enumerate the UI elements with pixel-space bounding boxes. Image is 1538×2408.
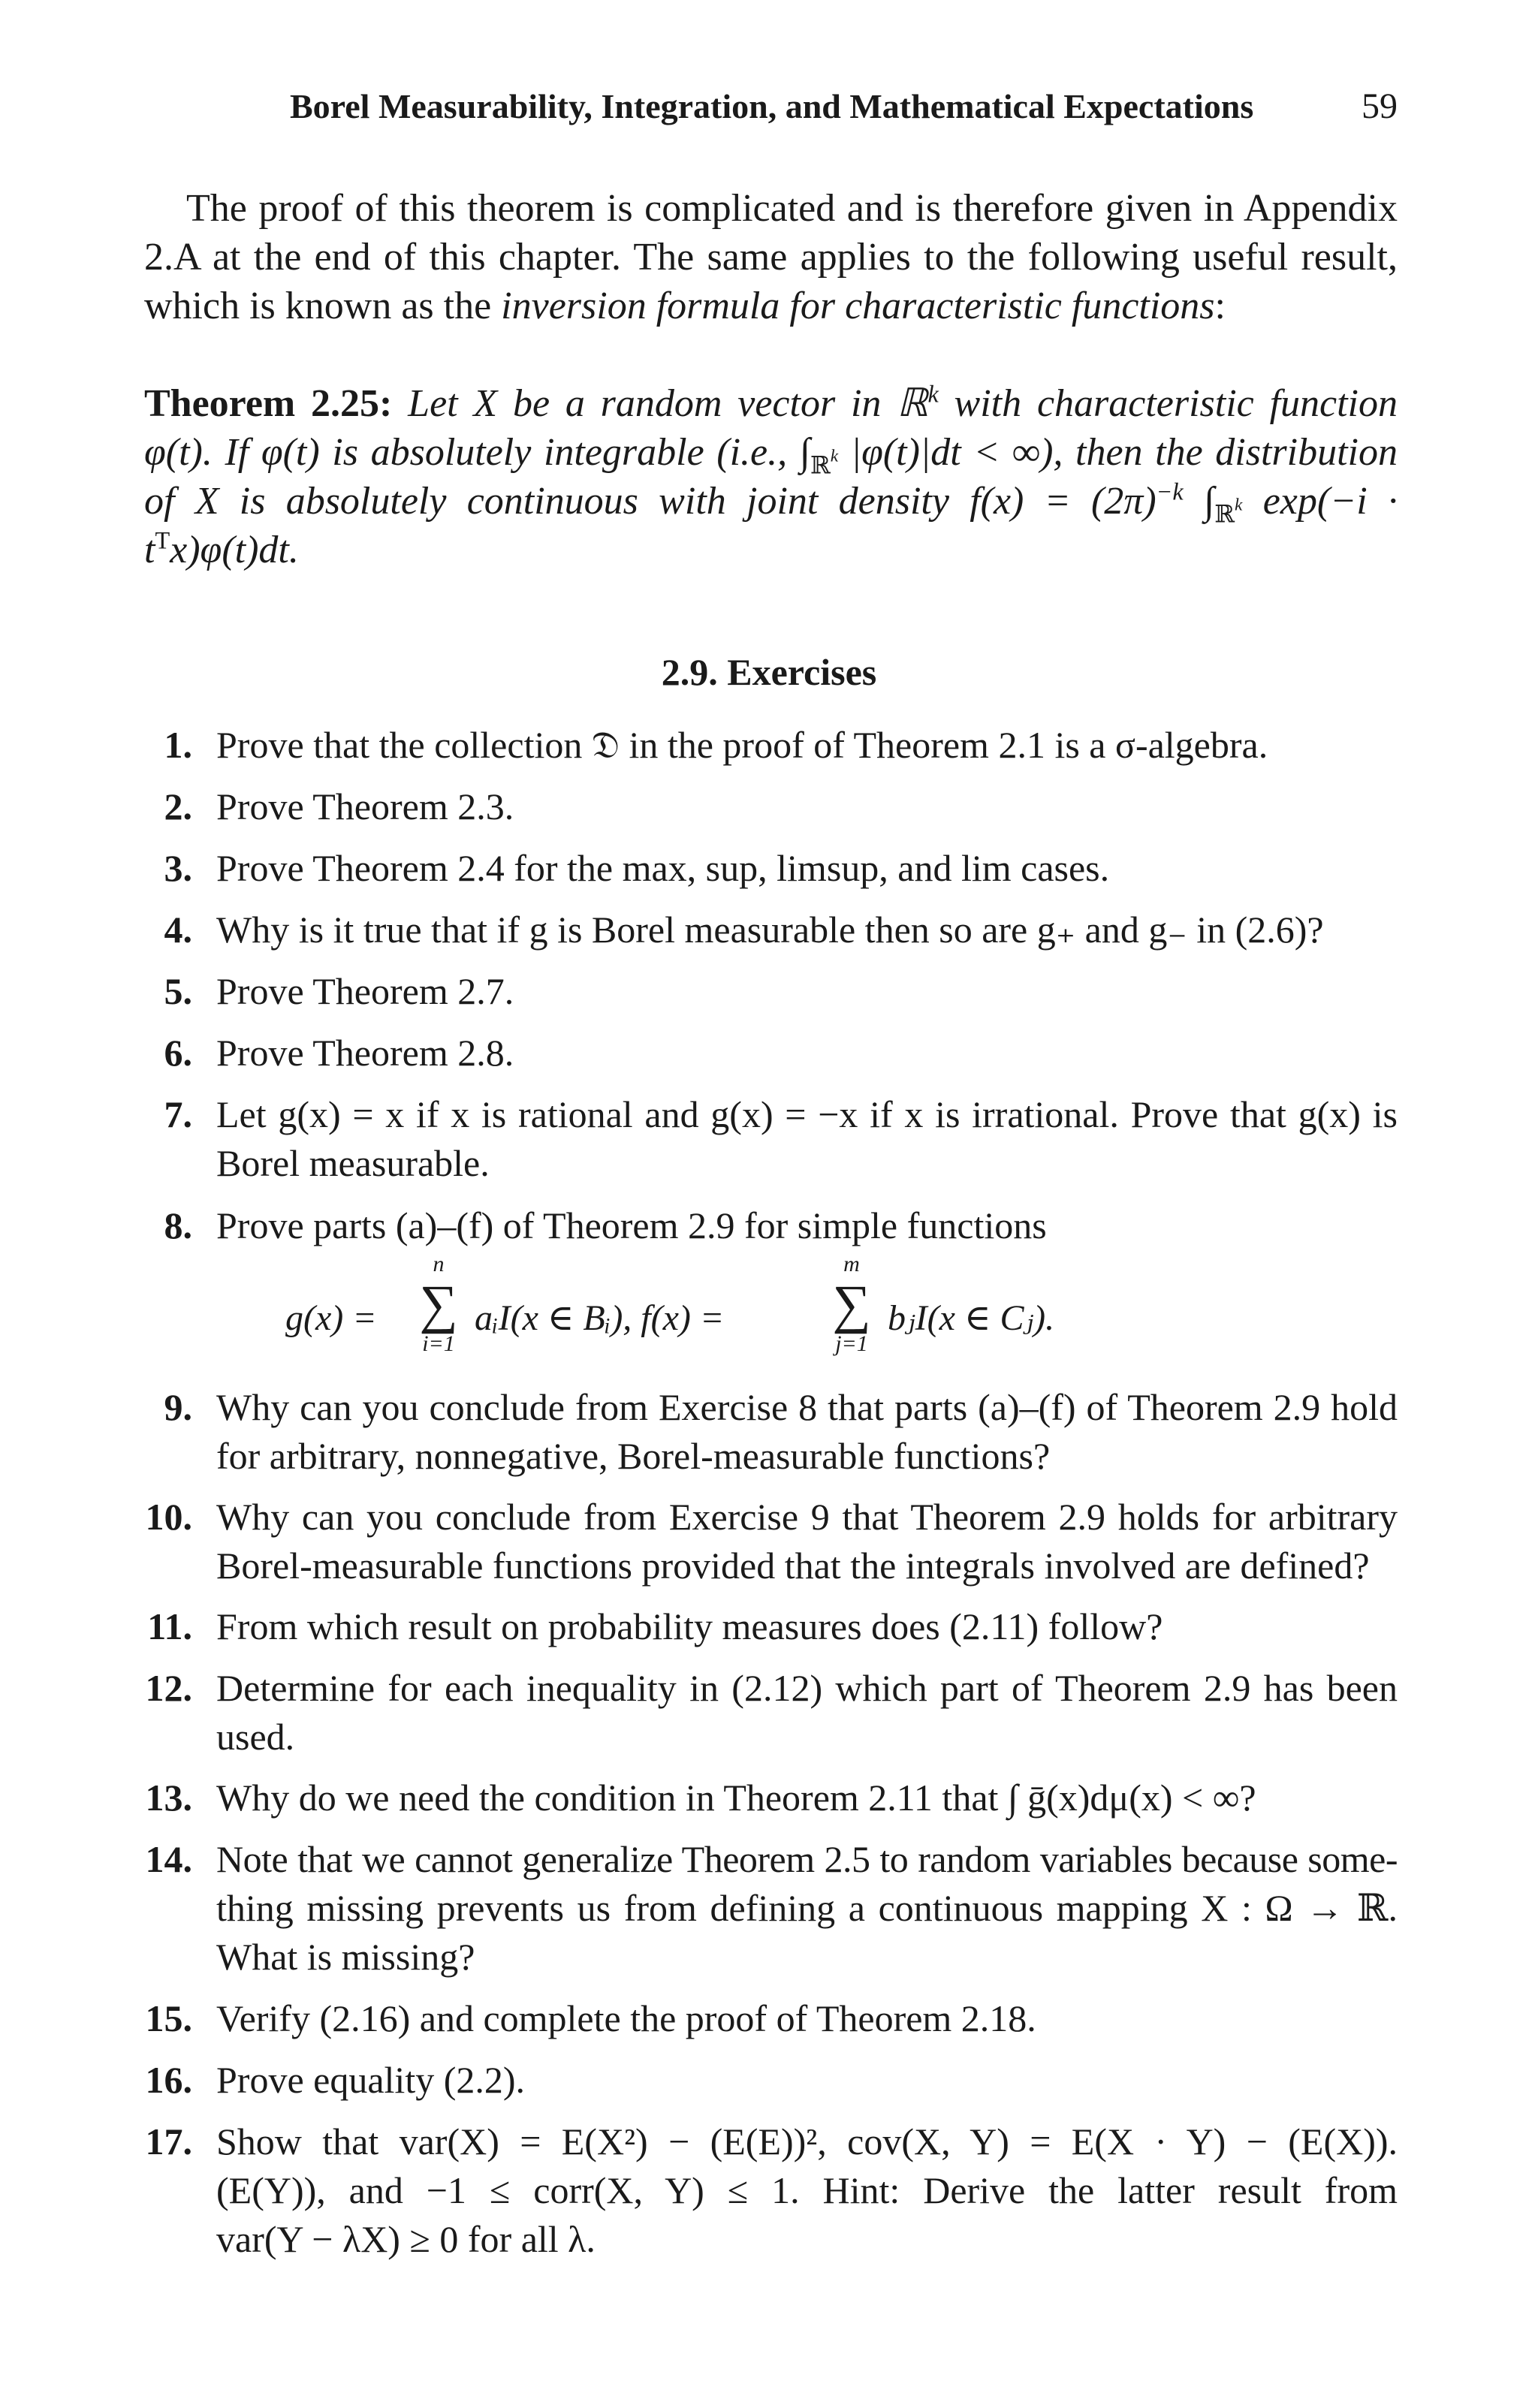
theorem-line-2-b: |φ(t)|dt < ∞), then the distribution xyxy=(838,431,1398,474)
theorem-line-4 xyxy=(144,526,1398,574)
exercise-number: 3. xyxy=(164,847,192,889)
section-title: 2.9. Exercises xyxy=(661,651,877,693)
exercise-text: Prove parts (a)–(f) of Theorem 2.9 for simple functions xyxy=(216,1204,1047,1246)
exercise-number: 2. xyxy=(164,785,192,827)
exercise-number: 5. xyxy=(164,970,192,1012)
theorem-sup-t: T xyxy=(155,526,170,554)
theorem-sub-k: k xyxy=(830,446,839,466)
intro-line-1: The proof of this theorem is complicated and is therefore given in Appendix xyxy=(186,187,1398,230)
exercise-number: 11. xyxy=(147,1605,192,1647)
exercise-number: 6. xyxy=(164,1032,192,1074)
intro-line-3 xyxy=(144,282,1398,330)
exercise-text: Prove equality (2.2). xyxy=(216,2059,526,2101)
simple-functions-equation xyxy=(285,1252,1111,1380)
intro-line-2: 2.A at the end of this chapter. The same applies to the following useful result, xyxy=(144,236,1398,279)
running-head xyxy=(290,84,1398,129)
exercise-number: 15. xyxy=(145,1997,192,2039)
exercise-number: 7. xyxy=(164,1093,192,1135)
theorem-line-2-a: φ(t). If φ(t) is absolutely integrable (i.e., ∫ xyxy=(144,431,810,474)
inversion-formula-emph: inversion formula for characteristic functions xyxy=(501,285,1215,327)
exercise-number: 13. xyxy=(145,1777,192,1819)
theorem-line-3-b: exp(−i · xyxy=(1242,480,1398,523)
exercise-text: Prove Theorem 2.3. xyxy=(216,785,514,827)
exercise-text: Why is it true that if g is Borel measurable then so are g₊ and g₋ in (2.6)? xyxy=(216,909,1324,951)
running-title: Borel Measurability, Integration, and Mathematical Expectations xyxy=(290,87,1254,125)
theorem-sub-r: ℝ xyxy=(810,451,831,479)
theorem-line-1-b: with characteristic function xyxy=(938,382,1398,425)
theorem-label: Theorem 2.25: xyxy=(144,382,393,425)
exercise-text: (E(Y)), and −1 ≤ corr(X, Y) ≤ 1. Hint: Derive the latter result from xyxy=(216,2169,1398,2211)
theorem-sup-k: k xyxy=(927,380,939,408)
intro-paragraph xyxy=(144,184,1398,330)
intro-line-3-text: which is known as the xyxy=(144,285,502,327)
exercise-number: 9. xyxy=(164,1386,192,1428)
exercise-number: 16. xyxy=(145,2059,192,2101)
theorem-line-1 xyxy=(144,379,1398,428)
exercise-text: Why do we need the condition in Theorem 2.11 that ∫ ḡ(x)dμ(x) < ∞? xyxy=(216,1777,1256,1819)
exercise-text: for arbitrary, nonnegative, Borel-measurable functions? xyxy=(216,1435,1051,1477)
exercise-text: Prove that the collection 𝔇 in the proof of Theorem 2.1 is a σ-algebra. xyxy=(216,724,1268,766)
exercise-text: Note that we cannot generalize Theorem 2.5 to random variables because some- xyxy=(216,1838,1398,1880)
sum-1-upper: n xyxy=(433,1252,445,1276)
exercise-text: What is missing? xyxy=(216,1936,475,1978)
theorem-sup-minus-k: −k xyxy=(1156,478,1184,505)
theorem-line-3-a: of X is absolutely continuous with joint density f(x) = (2π) xyxy=(144,480,1157,523)
exercise-number: 4. xyxy=(164,909,192,951)
exercise-text: var(Y − λX) ≥ 0 for all λ. xyxy=(216,2218,596,2260)
intro-tail: : xyxy=(1214,285,1226,327)
theorem-2-25 xyxy=(144,379,1398,574)
page-number: 59 xyxy=(1362,86,1398,126)
theorem-line-4-b: x)φ(t)dt. xyxy=(170,529,299,571)
exercise-text: thing missing prevents us from defining a continuous mapping X : Ω → ℝ. xyxy=(216,1887,1398,1929)
theorem-sub-k2: k xyxy=(1235,495,1243,515)
sigma-1-symbol: ∑ xyxy=(419,1274,458,1334)
sum-2 xyxy=(823,1252,880,1356)
theorem-sub-r2: ℝ xyxy=(1214,500,1235,528)
theorem-line-3 xyxy=(144,477,1398,526)
exercise-text: Prove Theorem 2.4 for the max, sup, limsup, and lim cases. xyxy=(216,847,1110,889)
sum-2-lower: j=1 xyxy=(835,1331,868,1356)
exercise-text: used. xyxy=(216,1716,295,1758)
exercise-number: 10. xyxy=(145,1496,192,1538)
exercise-number: 14. xyxy=(145,1838,192,1880)
exercise-text: Verify (2.16) and complete the proof of Theorem 2.18. xyxy=(216,1997,1036,2039)
sum-2-upper: m xyxy=(843,1252,860,1276)
exercise-text: Why can you conclude from Exercise 8 that parts (a)–(f) of Theorem 2.9 hold xyxy=(216,1386,1398,1428)
exercise-number: 1. xyxy=(164,724,192,766)
theorem-line-1-a: Let X be a random vector in ℝ xyxy=(392,382,928,425)
exercise-text: Let g(x) = x if x is rational and g(x) = −x if x is irrational. Prove that g(x) is xyxy=(216,1093,1398,1135)
exercise-text: Prove Theorem 2.8. xyxy=(216,1032,514,1074)
exercise-number: 17. xyxy=(145,2120,192,2162)
theorem-line-4-a: t xyxy=(144,529,155,571)
equation-term-1: aᵢI(x ∈ Bᵢ), f(x) = xyxy=(475,1298,725,1338)
equation-lhs: g(x) = xyxy=(285,1298,377,1338)
exercise-text: From which result on probability measures does (2.11) follow? xyxy=(216,1605,1163,1647)
exercise-number: 12. xyxy=(145,1667,192,1709)
exercise-text: Borel measurable. xyxy=(216,1142,490,1184)
sum-1 xyxy=(410,1252,467,1356)
exercise-text: Determine for each inequality in (2.12) which part of Theorem 2.9 has been xyxy=(216,1667,1398,1709)
theorem-integral: ∫ xyxy=(1183,480,1215,523)
theorem-line-2 xyxy=(144,428,1398,477)
equation-term-2: bⱼI(x ∈ Cⱼ). xyxy=(888,1298,1055,1338)
exercise-number: 8. xyxy=(164,1204,192,1246)
sum-1-lower: i=1 xyxy=(422,1331,455,1356)
exercise-text: Why can you conclude from Exercise 9 that Theorem 2.9 holds for arbitrary xyxy=(216,1496,1398,1538)
exercise-text: Prove Theorem 2.7. xyxy=(216,970,514,1012)
exercise-text: Borel-measurable functions provided that the integrals involved are defined? xyxy=(216,1545,1370,1587)
exercise-text: Show that var(X) = E(X²) − (E(E))², cov(X, Y) = E(X · Y) − (E(X)). xyxy=(216,2120,1398,2162)
sigma-2-symbol: ∑ xyxy=(832,1274,871,1334)
